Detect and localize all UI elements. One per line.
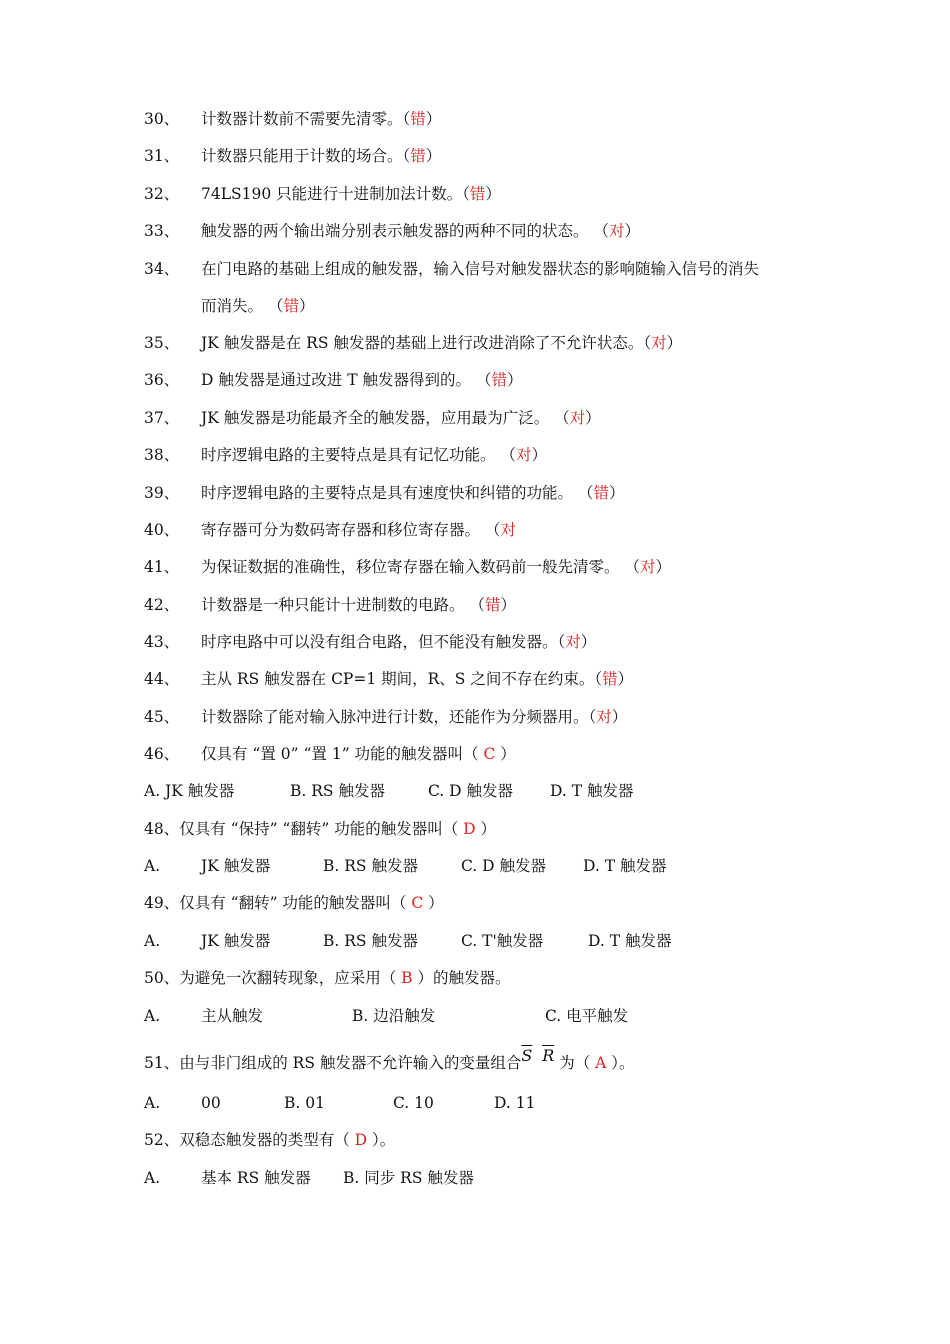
question-32: 32、 74LS190 只能进行十进制加法计数。（错） xyxy=(144,185,501,203)
answer: 对 xyxy=(651,334,667,352)
answer: D xyxy=(463,820,476,838)
option-a-text: 主从触发 xyxy=(201,1007,264,1025)
option-d: D. 11 xyxy=(494,1094,536,1112)
option-b: B. 边沿触发 xyxy=(352,1007,436,1025)
answer: 对 xyxy=(596,708,612,726)
answer: 对 xyxy=(639,558,656,576)
question-36: 36、 D 触发器是通过改进 T 触发器得到的。 （错） xyxy=(144,371,523,389)
option-d: D. T 触发器 xyxy=(550,782,634,800)
answer: 错 xyxy=(602,670,618,688)
question-50: 50、为避免一次翻转现象，应采用（ B ）的触发器。 xyxy=(144,969,511,987)
answer: 对 xyxy=(569,409,586,427)
options-46 xyxy=(144,781,634,801)
question-33: 33、 触发器的两个输出端分别表示触发器的两种不同的状态。 （对） xyxy=(144,222,640,240)
answer: B xyxy=(401,969,413,987)
option-a: A. xyxy=(144,1169,161,1187)
s-bar-symbol: $\overline{S}$ xyxy=(521,1046,533,1065)
answer: A xyxy=(595,1054,607,1072)
option-c: C. 电平触发 xyxy=(545,1007,629,1025)
options-48 xyxy=(144,856,667,876)
r-bar-symbol: $\overline{R}$ xyxy=(542,1046,555,1065)
answer: 错 xyxy=(491,371,507,389)
question-45: 45、 计数器除了能对输入脉冲进行计数，还能作为分频器用。（对） xyxy=(144,708,628,726)
option-d: D. T 触发器 xyxy=(583,857,667,875)
option-a: A. xyxy=(144,932,161,950)
question-46: 46、 仅具有 “置 0” “置 1” 功能的触发器叫（ C ） xyxy=(144,745,516,763)
answer: C xyxy=(483,745,496,763)
question-52: 52、双稳态触发器的类型有（ D ）。 xyxy=(144,1131,396,1149)
answer: 对 xyxy=(500,521,516,539)
question-44: 44、 主从 RS 触发器在 CP=1 期间，R、S 之间不存在约束。（错） xyxy=(144,670,634,688)
option-a: A. JK 触发器 xyxy=(144,782,235,800)
answer: 错 xyxy=(410,110,426,128)
question-34-cont: 而消失。 （错） xyxy=(201,297,315,315)
option-a: A. xyxy=(144,1094,161,1112)
question-35: 35、 JK 触发器是在 RS 触发器的基础上进行改进消除了不允许状态。（对） xyxy=(144,334,683,352)
option-c: C. T'触发器 xyxy=(461,932,544,950)
options-49 xyxy=(144,931,672,951)
option-b: B. 01 xyxy=(284,1094,325,1112)
option-b: B. 同步 RS 触发器 xyxy=(343,1169,474,1187)
answer: 对 xyxy=(608,222,625,240)
question-38: 38、 时序逻辑电路的主要特点是具有记忆功能。 （对） xyxy=(144,446,547,464)
question-43: 43、 时序电路中可以没有组合电路，但不能没有触发器。（对） xyxy=(144,633,597,651)
option-a: A. xyxy=(144,857,161,875)
answer: 错 xyxy=(283,297,299,315)
question-31: 31、 计数器只能用于计数的场合。（错） xyxy=(144,147,442,165)
options-50 xyxy=(144,1006,628,1026)
option-a: A. xyxy=(144,1007,161,1025)
answer: D xyxy=(354,1131,368,1149)
option-c: C. 10 xyxy=(393,1094,434,1112)
question-39: 39、 时序逻辑电路的主要特点是具有速度快和纠错的功能。 （错） xyxy=(144,484,625,502)
answer: 对 xyxy=(565,633,581,651)
question-37: 37、 JK 触发器是功能最齐全的触发器，应用最为广泛。 （对） xyxy=(144,409,601,427)
option-a-text: 基本 RS 触发器 xyxy=(201,1169,311,1187)
answer: 错 xyxy=(593,484,609,502)
question-30: 30、 计数器计数前不需要先清零。（错） xyxy=(144,110,442,128)
option-b: B. RS 触发器 xyxy=(290,782,385,800)
option-a-text: 00 xyxy=(201,1094,221,1112)
question-51: 51、由与非门组成的 RS 触发器不允许输入的变量组合$\overline{S}$ $\overline{R}$ 为（ A ）。 xyxy=(144,1046,635,1072)
question-41: 41、 为保证数据的准确性，移位寄存器在输入数码前一般先清零。 （对） xyxy=(144,558,671,576)
options-51 xyxy=(144,1093,535,1113)
question-48: 48、仅具有 “保持” “翻转” 功能的触发器叫（ D ） xyxy=(144,820,497,838)
option-b: B. RS 触发器 xyxy=(323,857,418,875)
question-49: 49、仅具有 “翻转” 功能的触发器叫（ C ） xyxy=(144,894,444,912)
answer: 错 xyxy=(484,596,501,614)
question-40: 40、 寄存器可分为数码寄存器和移位寄存器。 （对 xyxy=(144,521,516,539)
answer: C xyxy=(411,894,424,912)
answer: 错 xyxy=(410,147,426,165)
question-42: 42、 计数器是一种只能计十进制数的电路。 （错） xyxy=(144,596,516,614)
option-d: D. T 触发器 xyxy=(588,932,672,950)
option-b: B. RS 触发器 xyxy=(323,932,418,950)
answer: 对 xyxy=(515,446,532,464)
question-34: 34、 在门电路的基础上组成的触发器，输入信号对触发器状态的影响随输入信号的消失 xyxy=(144,260,760,278)
option-a-text: JK 触发器 xyxy=(201,932,271,950)
option-a-text: JK 触发器 xyxy=(201,857,271,875)
option-c: C. D 触发器 xyxy=(461,857,547,875)
option-c: C. D 触发器 xyxy=(428,782,514,800)
options-52 xyxy=(144,1168,474,1188)
answer: 错 xyxy=(469,185,486,203)
